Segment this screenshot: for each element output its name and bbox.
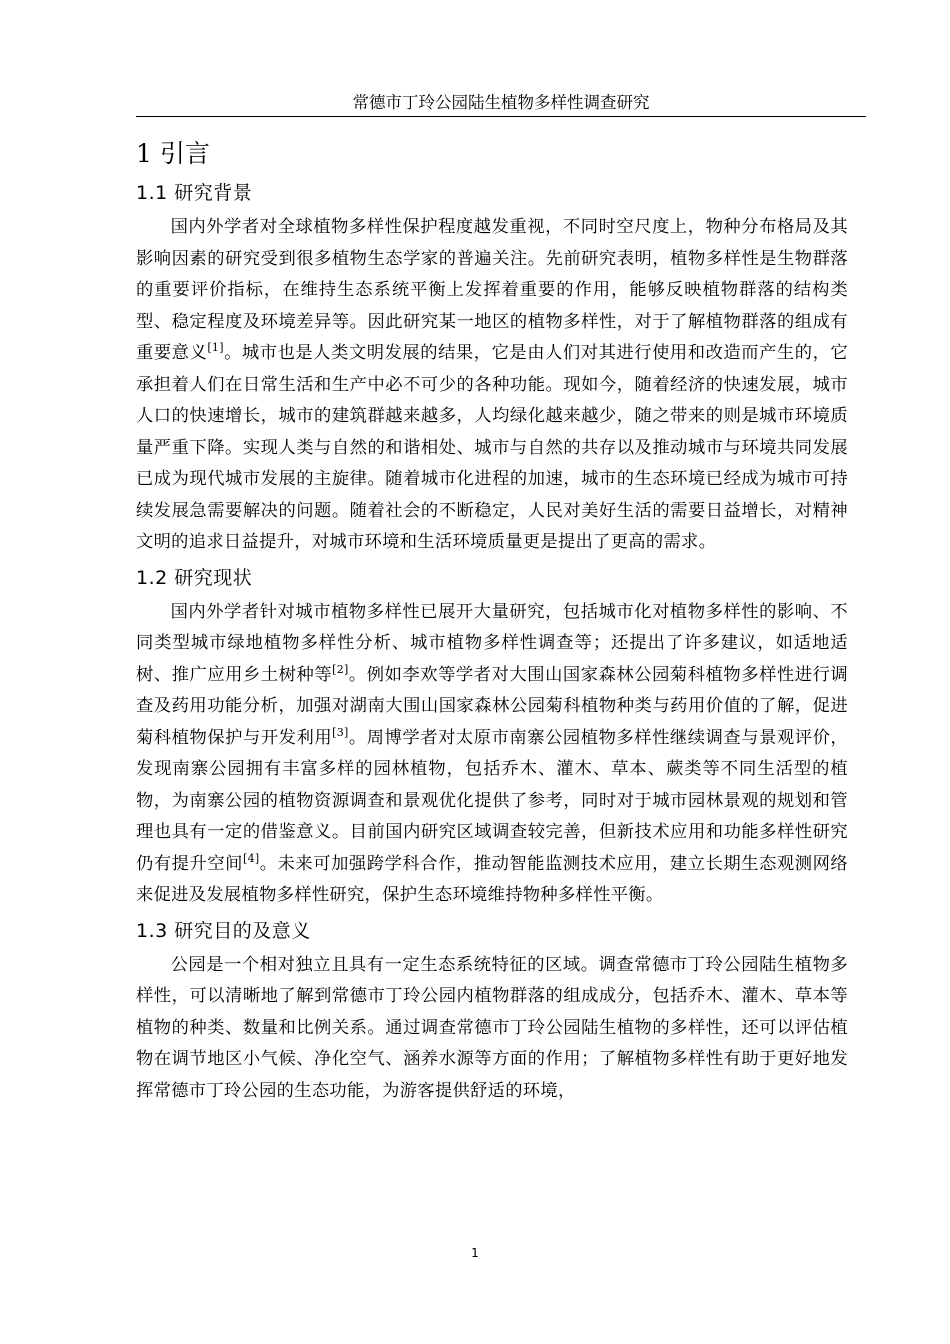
paragraph-text: 。周博学者对太原市南寨公园植物多样性继续调查与景观评价，发现南寨公园拥有丰富多样的园林植物，包括乔木、灌木、草本、蕨类等不同生活型的植物，为南寨公园的植物资源调查和景观优化提供了参考，同时对于城市园林景观的规划和管理也具有一定的借鉴意义。目前国内研究区域调查较完善，但新技术应用和功能多样性研究仍有提升空间 xyxy=(136,727,848,874)
paragraph-text: 。城市也是人类文明发展的结果，它是由人们对其进行使用和改造而产生的，它承担着人们在日常生活和生产中必不可少的各种功能。现如今，随着经济的快速发展，城市人口的快速增长，城市的建筑群越来越多，人均绿化越来越少，随之带来的则是城市环境质量严重下降。实现人类与自然的和谐相处、城市与自然的共存以及推动城市与环境共同发展已成为现代城市发展的主旋律。随着城市化进程的加速，城市的生态环境已经成为城市可持续发展急需要解决的问题。随着社会的不断稳定，人民对美好生活的需要日益增长，对精神文明的追求日益提升，对城市环境和生活环境质量更是提出了更高的需求。 xyxy=(136,343,848,552)
paragraph-text: 国内外学者对全球植物多样性保护程度越发重视，不同时空尺度上，物种分布格局及其影响因素的研究受到很多植物生态学家的普遍关注。先前研究表明，植物多样性是生物群落的重要评价指标，在维持生态系统平衡上发挥着重要的作用，能够反映植物群落的结构类型、稳定程度及环境差异等。因此研究某一地区的植物多样性，对于了解植物群落的组成有重要意义 xyxy=(136,217,848,363)
body-paragraph xyxy=(136,212,848,559)
running-header xyxy=(136,91,866,117)
running-header-title: 常德市丁玲公园陆生植物多样性调查研究 xyxy=(352,93,650,112)
paragraph-text: 。例如李欢等学者对大围山国家森林公园菊科植物多样性进行调查及药用功能分析，加强对湖南大围山国家森林公园菊科植物种类与药用价值的了解，促进菊科植物保护与开发利用 xyxy=(136,664,848,748)
sections-container xyxy=(136,178,848,1107)
body-paragraph xyxy=(136,950,848,1108)
section-heading: 1.3 研究目的及意义 xyxy=(136,919,311,942)
body-paragraph xyxy=(136,597,848,912)
page-number: 1 xyxy=(471,1246,479,1260)
chapter-heading: 1 引言 xyxy=(136,139,210,168)
paragraph-text: 国内外学者针对城市植物多样性已展开大量研究，包括城市化对植物多样性的影响、不同类型城市绿地植物多样性分析、城市植物多样性调查等；还提出了许多建议，如适地适树、推广应用乡土树种等 xyxy=(136,601,848,685)
citation-marker: [3] xyxy=(332,725,349,739)
section-heading: 1.2 研究现状 xyxy=(136,566,253,589)
citation-marker: [1] xyxy=(207,341,224,355)
page-content xyxy=(136,134,848,1107)
section-heading: 1.1 研究背景 xyxy=(136,182,253,204)
paragraph-text: 公园是一个相对独立且具有一定生态系统特征的区域。调查常德市丁玲公园陆生植物多样性，可以清晰地了解到常德市丁玲公园内植物群落的组成成分，包括乔木、灌木、草本等植物的种类、数量和比例关系。通过调查常德市丁玲公园陆生植物的多样性，还可以评估植物在调节地区小气候、净化空气、涵养水源等方面的作用；了解植物多样性有助于更好地发挥常德市丁玲公园的生态功能，为游客提供舒适的环境， xyxy=(136,954,848,1101)
citation-marker: [4] xyxy=(243,851,260,865)
citation-marker: [2] xyxy=(332,662,349,676)
paragraph-text: 。未来可加强跨学科合作，推动智能监测技术应用，建立长期生态观测网络来促进及发展植物多样性研究，保护生态环境维持物种多样性平衡。 xyxy=(136,853,848,905)
